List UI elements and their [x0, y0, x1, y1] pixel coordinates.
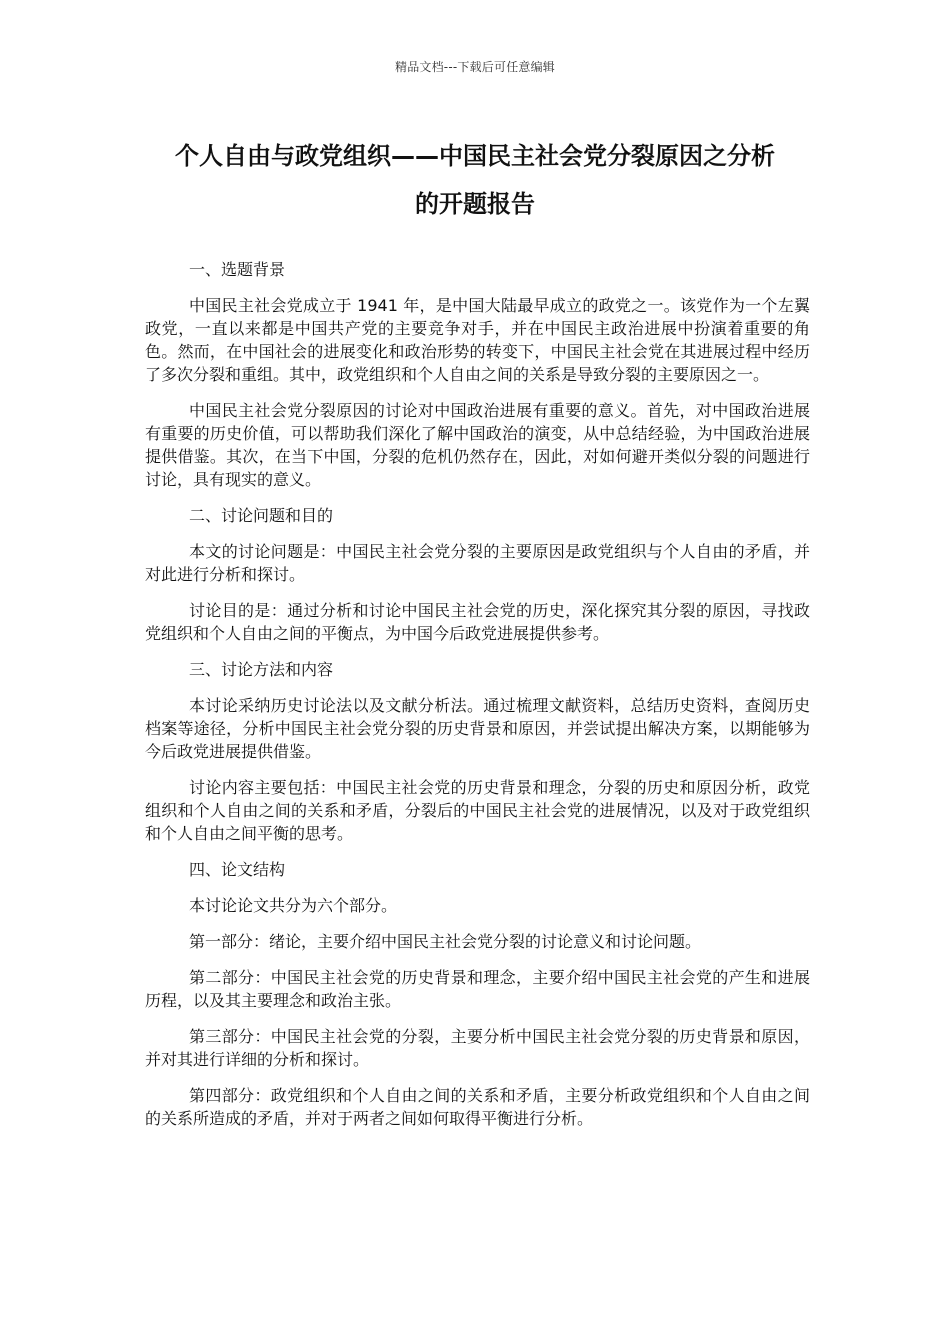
- paragraph: 讨论内容主要包括：中国民主社会党的历史背景和理念，分裂的历史和原因分析，政党组织和个人自由之间的关系和矛盾，分裂后的中国民主社会党的进展情况，以及对于政党组织和个人自由之间平衡的思考。: [145, 778, 810, 843]
- section-heading-questions: 二、讨论问题和目的: [189, 506, 334, 525]
- document-title: [145, 132, 805, 228]
- paragraph: 中国民主社会党成立于 1941 年，是中国大陆最早成立的政党之一。该党作为一个左翼政党，一直以来都是中国共产党的主要竞争对手，并在中国民主政治进展中扮演着重要的角色。然而，在中国社会的进展变化和政治形势的转变下，中国民主社会党在其进展过程中经历了多次分裂和重组。其中，政党组织和个人自由之间的关系是导致分裂的主要原因之一。: [145, 296, 810, 384]
- paragraph: 本文的讨论问题是：中国民主社会党分裂的主要原因是政党组织与个人自由的矛盾，并对此进行分析和探讨。: [145, 542, 810, 584]
- paragraph: 第一部分：绪论，主要介绍中国民主社会党分裂的讨论意义和讨论问题。: [189, 932, 702, 951]
- paragraph: 第三部分：中国民主社会党的分裂，主要分析中国民主社会党分裂的历史背景和原因，并对其进行详细的分析和探讨。: [145, 1027, 810, 1069]
- section-heading-methods: 三、讨论方法和内容: [189, 660, 334, 679]
- section-heading-background: 一、选题背景: [189, 260, 286, 279]
- paragraph: 第二部分：中国民主社会党的历史背景和理念，主要介绍中国民主社会党的产生和进展历程，以及其主要理念和政治主张。: [145, 968, 810, 1010]
- document-body: [145, 258, 810, 1143]
- header-note: 精品文档---下载后可任意编辑: [395, 60, 555, 74]
- paragraph: 本讨论采纳历史讨论法以及文献分析法。通过梳理文献资料，总结历史资料，查阅历史档案等途径，分析中国民主社会党分裂的历史背景和原因，并尝试提出解决方案，以期能够为今后政党进展提供借鉴。: [145, 696, 810, 761]
- paragraph: 讨论目的是：通过分析和讨论中国民主社会党的历史，深化探究其分裂的原因，寻找政党组织和个人自由之间的平衡点，为中国今后政党进展提供参考。: [145, 601, 810, 643]
- section-heading-structure: 四、论文结构: [189, 860, 286, 879]
- title-line-1: 个人自由与政党组织——中国民主社会党分裂原因之分析: [175, 142, 775, 170]
- paragraph: 本讨论论文共分为六个部分。: [189, 896, 398, 915]
- paragraph: 第四部分：政党组织和个人自由之间的关系和矛盾，主要分析政党组织和个人自由之间的关系所造成的矛盾，并对于两者之间如何取得平衡进行分析。: [145, 1086, 810, 1128]
- title-line-2: 的开题报告: [415, 190, 535, 218]
- paragraph: 中国民主社会党分裂原因的讨论对中国政治进展有重要的意义。首先，对中国政治进展有重要的历史价值，可以帮助我们深化了解中国政治的演变，从中总结经验，为中国政治进展提供借鉴。其次，在当下中国，分裂的危机仍然存在，因此，对如何避开类似分裂的问题进行讨论，具有现实的意义。: [145, 401, 810, 489]
